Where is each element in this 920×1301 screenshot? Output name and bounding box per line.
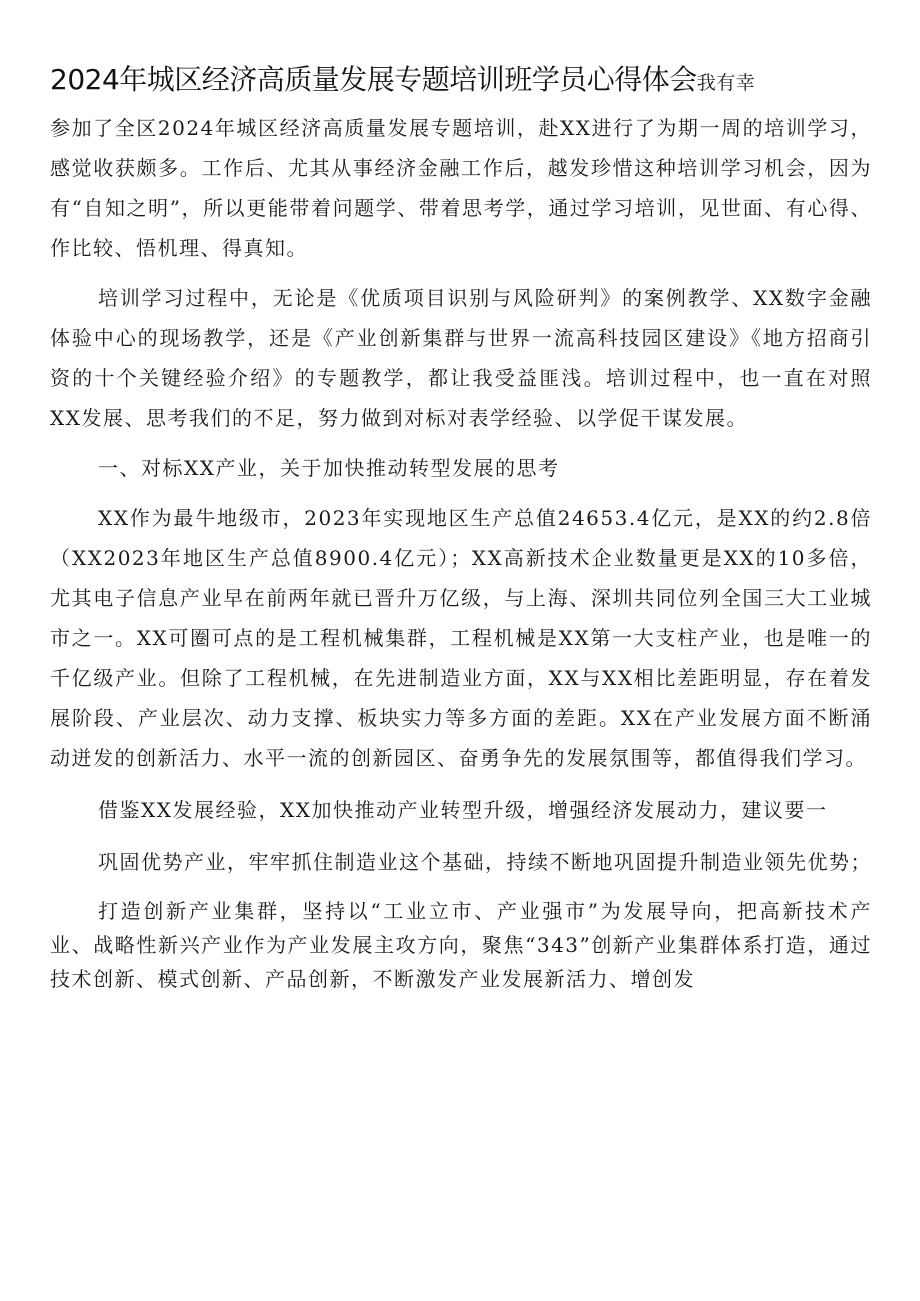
section-heading-1: 一、对标XX产业，关于加快推动转型发展的思考	[98, 456, 560, 480]
body-paragraph-cluster: 打造创新产业集群，坚持以“工业立市、产业强市”为发展导向，把高新技术产业、战略性新兴产业作为产业发展主攻方向，聚焦“343”创新产业集群体系打造，通过技术创新、模式创新、产品创新，不断激发产业发展新活力、增创发	[50, 899, 872, 991]
body-paragraph-comparison: XX作为最牛地级市，2023年实现地区生产总值24653.4亿元，是XX的约2.8倍（XX2023年地区生产总值8900.4亿元）；XX高新技术企业数量更是XX的10多倍，尤其电子信息产业早在前两年就已晋升万亿级，与上海、深圳共同位列全国三大工业城市之一。XX可圈可点的是工程机械集群，工程机械是XX第一大支柱产业，也是唯一的千亿级产业。但除了工程机械，在先进制造业方面，XX与XX相比差距明显，存在着发展阶段、产业层次、动力支撑、板块实力等多方面的差距。XX在产业发展方面不断涌动迸发的创新活力、水平一流的创新园区、奋勇争先的发展氛围等，都值得我们学习。	[50, 506, 872, 770]
body-paragraph-training: 培训学习过程中，无论是《优质项目识别与风险研判》的案例教学、XX数字金融体验中心的现场教学，还是《产业创新集群与世界一流高科技园区建设》《地方招商引资的十个关键经验介绍》的专题教学，都让我受益匪浅。培训过程中，也一直在对照XX发展、思考我们的不足，努力做到对标对表学经验、以学促干谋发展。	[50, 286, 872, 430]
document-title: 2024年城区经济高质量发展专题培训班学员心得体会	[50, 63, 697, 96]
body-paragraph-suggestion: 借鉴XX发展经验，XX加快推动产业转型升级，增强经济发展动力，建议要一	[98, 798, 828, 822]
intro-lead-text: 我有幸	[696, 72, 756, 94]
intro-paragraph: 参加了全区2024年城区经济高质量发展专题培训，赴XX进行了为期一周的培训学习，感觉收获颇多。工作后、尤其从事经济金融工作后，越发珍惜这种培训学习机会，因为有“自知之明”，所以更能带着问题学、带着思考学，通过学习培训，见世面、有心得、作比较、悟机理、得真知。	[50, 116, 872, 260]
title-line	[50, 58, 872, 102]
body-paragraph-advantage: 巩固优势产业，牢牢抓住制造业这个基础，持续不断地巩固提升制造业领先优势；	[98, 850, 872, 874]
